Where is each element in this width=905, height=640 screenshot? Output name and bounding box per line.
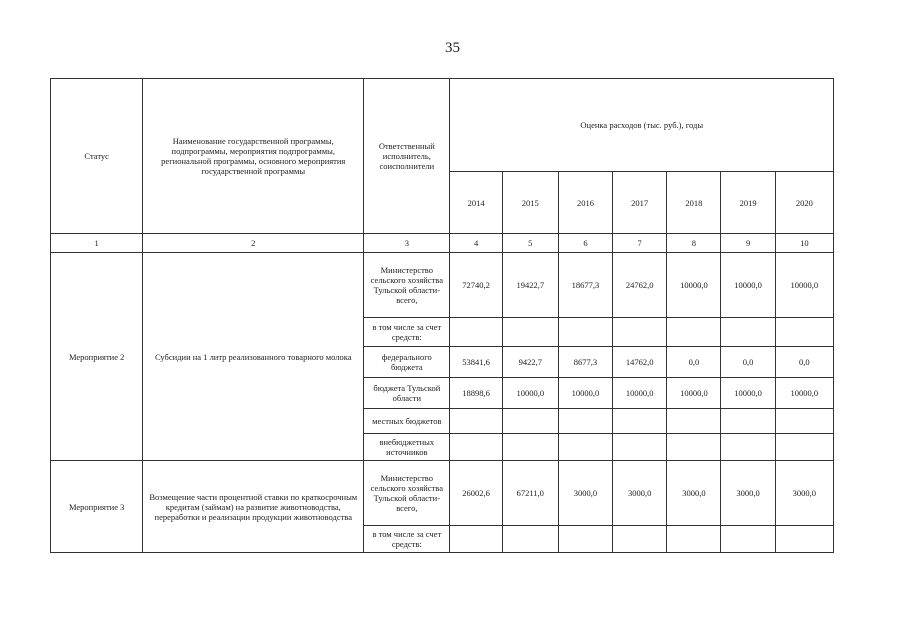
value-cell: 18898,6 [450,378,502,409]
value-cell: 0,0 [775,347,833,378]
value-cell [558,409,612,434]
value-cell [450,526,502,553]
value-cell: 9422,7 [502,347,558,378]
value-cell: 10000,0 [721,378,775,409]
index-cell: 10 [775,234,833,253]
value-cell: 0,0 [721,347,775,378]
year-cell: 2015 [502,172,558,234]
value-cell [502,318,558,347]
value-cell [667,409,721,434]
measure2-name: Субсидии на 1 литр реализованного товарного молока [143,253,364,461]
value-cell [450,318,502,347]
value-cell [721,526,775,553]
header-costs: Оценка расходов (тыс. руб.), годы [450,79,834,172]
table-row [51,253,834,318]
index-cell: 2 [143,234,364,253]
value-cell: 10000,0 [775,253,833,318]
table-row [51,461,834,526]
value-cell [667,434,721,461]
value-cell [667,526,721,553]
value-cell [502,526,558,553]
value-cell [667,318,721,347]
index-cell: 5 [502,234,558,253]
header-name: Наименование государственной программы, подпрограммы, мероприятия подпрограммы, региональной программы, основного мероприятия государственной программы [143,79,364,234]
index-cell: 1 [51,234,143,253]
value-cell: 67211,0 [502,461,558,526]
value-cell: 8677,3 [558,347,612,378]
value-cell [502,434,558,461]
executor-cell: Министерство сельского хозяйства Тульской области- всего, [364,461,450,526]
value-cell: 3000,0 [558,461,612,526]
value-cell: 19422,7 [502,253,558,318]
value-cell: 10000,0 [613,378,667,409]
year-cell: 2017 [613,172,667,234]
executor-cell: федерального бюджета [364,347,450,378]
value-cell [558,318,612,347]
value-cell [721,318,775,347]
value-cell [721,434,775,461]
value-cell [558,434,612,461]
index-cell: 4 [450,234,502,253]
value-cell [613,434,667,461]
value-cell: 14762,0 [613,347,667,378]
year-cell: 2014 [450,172,502,234]
executor-cell: Министерство сельского хозяйства Тульской области- всего, [364,253,450,318]
value-cell: 18677,3 [558,253,612,318]
value-cell [450,434,502,461]
year-cell: 2016 [558,172,612,234]
header-status: Статус [51,79,143,234]
year-cell: 2018 [667,172,721,234]
executor-cell: в том числе за счет средств: [364,318,450,347]
value-cell: 10000,0 [721,253,775,318]
value-cell: 3000,0 [613,461,667,526]
value-cell: 10000,0 [502,378,558,409]
value-cell: 3000,0 [775,461,833,526]
value-cell [775,318,833,347]
page-number: 35 [445,40,460,56]
index-cell: 6 [558,234,612,253]
index-cell: 8 [667,234,721,253]
value-cell [721,409,775,434]
measure3-name: Возмещение части процентной ставки по краткосрочным кредитам (займам) на развитие животноводства, переработки и реализации продукции животноводства [143,461,364,553]
value-cell [775,409,833,434]
value-cell: 3000,0 [667,461,721,526]
executor-cell: внебюджетных источников [364,434,450,461]
value-cell: 10000,0 [775,378,833,409]
value-cell: 24762,0 [613,253,667,318]
executor-cell: в том числе за счет средств: [364,526,450,553]
index-cell: 3 [364,234,450,253]
value-cell [775,434,833,461]
header-row [51,79,834,172]
value-cell [558,526,612,553]
year-cell: 2020 [775,172,833,234]
value-cell: 26002,6 [450,461,502,526]
executor-cell: местных бюджетов [364,409,450,434]
value-cell: 10000,0 [558,378,612,409]
value-cell [613,409,667,434]
value-cell: 10000,0 [667,378,721,409]
index-cell: 9 [721,234,775,253]
value-cell: 3000,0 [721,461,775,526]
executor-cell: бюджета Тульской области [364,378,450,409]
measure3-status: Мероприятие 3 [51,461,143,553]
measure2-status: Мероприятие 2 [51,253,143,461]
value-cell: 10000,0 [667,253,721,318]
budget-table [50,78,834,553]
value-cell [775,526,833,553]
value-cell [502,409,558,434]
value-cell: 53841,6 [450,347,502,378]
column-index-row [51,234,834,253]
year-cell: 2019 [721,172,775,234]
index-cell: 7 [613,234,667,253]
header-executor: Ответственный исполнитель, соисполнители [364,79,450,234]
value-cell [450,409,502,434]
value-cell [613,526,667,553]
value-cell [613,318,667,347]
value-cell: 72740,2 [450,253,502,318]
value-cell: 0,0 [667,347,721,378]
